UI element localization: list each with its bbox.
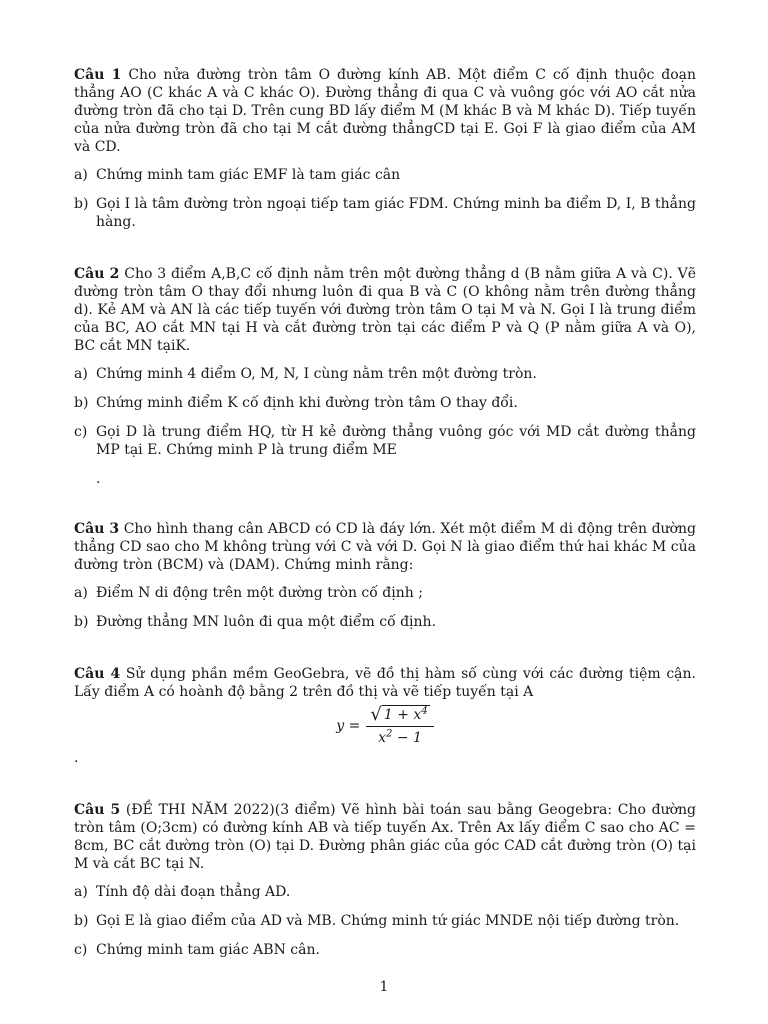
subquestion <box>74 941 696 959</box>
subquestion-text: Gọi I là tâm đường tròn ngoại tiếp tam giác FDM. Chứng minh ba điểm D, I, B thẳng hàng. <box>96 196 696 230</box>
problem-2 <box>74 265 696 488</box>
formula-numerator <box>366 705 433 727</box>
subquestion-text: Tính độ dài đoạn thẳng AD. <box>96 884 291 900</box>
problem-heading: Câu 3 <box>74 521 120 537</box>
radicand-text: 1 + x <box>383 707 422 723</box>
trailing-dot: . <box>74 750 79 766</box>
page-number: 1 <box>379 979 389 995</box>
problem-text: (ĐỀ THI NĂM 2022)(3 điểm) Vẽ hình bài toán sau bằng Geogebra: Cho đường tròn tâm (O;3cm) có đường kính AB và tiếp tuyến Ax. Trên Ax lấy điểm C sao cho AC = 8cm, BC cắt đường tròn (O) tại D. Đường phân giác của góc CAD cắt đường tròn (O) tại M và cắt BC tại N. <box>74 802 696 872</box>
subquestion <box>74 394 696 412</box>
radicand-exponent: 4 <box>421 705 428 717</box>
subquestion-label: a) <box>74 167 88 183</box>
problem-3 <box>74 520 696 631</box>
subquestion-text: Chứng minh tam giác EMF là tam giác cân <box>96 167 401 183</box>
subquestion-text: Điểm N di động trên một đường tròn cố định ; <box>96 585 423 601</box>
subquestion <box>74 423 696 459</box>
problem-5 <box>74 801 696 959</box>
denominator-base: x <box>378 730 387 746</box>
subquestion <box>74 613 696 631</box>
subquestion-list <box>74 166 696 231</box>
subquestion-label: c) <box>74 942 88 958</box>
subquestion-list <box>74 584 696 631</box>
problem-4 <box>74 665 696 767</box>
problem-heading: Câu 1 <box>74 67 122 83</box>
subquestion-text: Chứng minh 4 điểm O, M, N, I cùng nằm trên một đường tròn. <box>96 366 537 382</box>
problem-stem <box>74 801 696 873</box>
problem-text: Cho hình thang cân ABCD có CD là đáy lớn. Xét một điểm M di động trên đường thẳng CD sao cho M không trùng với C và với D. Gọi N là giao điểm thứ hai khác M của đường tròn (BCM) và (DAM). Chứng minh rằng: <box>74 521 696 573</box>
subquestion-label: a) <box>74 884 88 900</box>
subquestion <box>74 166 696 184</box>
problem-stem <box>74 265 696 355</box>
denominator-rest: − 1 <box>392 730 422 746</box>
formula-lhs: y = <box>336 718 361 734</box>
subquestion-text: Đường thẳng MN luôn đi qua một điểm cố định. <box>96 614 437 630</box>
subquestion-label: c) <box>74 424 88 440</box>
problem-stem <box>74 66 696 156</box>
subquestion-list <box>74 365 696 459</box>
subquestion-label: a) <box>74 366 88 382</box>
problem-heading: Câu 4 <box>74 666 121 682</box>
problem-stem <box>74 520 696 574</box>
problem-heading: Câu 2 <box>74 266 120 282</box>
function-formula <box>74 705 696 747</box>
subquestion-label: b) <box>74 614 89 630</box>
formula-radicand <box>382 705 430 724</box>
formula-fraction <box>366 705 433 747</box>
subquestion-list <box>74 883 696 959</box>
sqrt-icon: √ <box>370 704 382 725</box>
subquestion-label: b) <box>74 395 89 411</box>
problem-text: Cho 3 điểm A,B,C cố định nằm trên một đường thẳng d (B nằm giữa A và C). Vẽ đường tròn tâm O thay đổi nhưng luôn đi qua B và C (O không nằm trên đường thẳng d). Kẻ AM và AN là các tiếp tuyến với đường tròn tâm O tại M và N. Gọi I là trung điểm của BC, AO cắt MN tại H và cắt đường tròn tại các điểm P và Q (P nằm giữa A và O), BC cắt MN tạiK. <box>74 266 696 354</box>
problem-text: Sử dụng phần mềm GeoGebra, vẽ đồ thị hàm số cùng với các đường tiệm cận. Lấy điểm A có hoành độ bằng 2 trên đồ thị và vẽ tiếp tuyến tại A <box>74 666 696 700</box>
subquestion <box>74 365 696 383</box>
subquestion-text: Gọi D là trung điểm HQ, từ H kẻ đường thẳng vuông góc với MD cắt đường thẳng MP tại E. Chứng minh P là trung điểm ME <box>96 424 696 458</box>
problem-heading: Câu 5 <box>74 802 121 818</box>
subquestion-label: a) <box>74 585 88 601</box>
problem-text: Cho nửa đường tròn tâm O đường kính AB. Một điểm C cố định thuộc đoạn thẳng AO (C khác A và C khác O). Đường thẳng đi qua C và vuông góc với AO cắt nửa đường tròn đã cho tại D. Trên cung BD lấy điểm M (M khác B và M khác D). Tiếp tuyến của nửa đường tròn đã cho tại M cắt đường thẳngCD tại E. Gọi F là giao điểm của AM và CD. <box>74 67 696 155</box>
subquestion-text: Chứng minh tam giác ABN cân. <box>96 942 320 958</box>
formula-denominator <box>378 727 422 747</box>
subquestion <box>74 584 696 602</box>
subquestion-label: b) <box>74 913 89 929</box>
subquestion <box>74 195 696 231</box>
subquestion-text: Chứng minh điểm K cố định khi đường tròn tâm O thay đổi. <box>96 395 518 411</box>
trailing-dot: . <box>96 471 101 487</box>
subquestion <box>74 912 696 930</box>
problem-stem <box>74 665 696 701</box>
subquestion <box>74 883 696 901</box>
subquestion-label: b) <box>74 196 89 212</box>
denominator-exponent: 2 <box>386 728 393 740</box>
problem-1 <box>74 66 696 231</box>
subquestion-text: Gọi E là giao điểm của AD và MB. Chứng minh tứ giác MNDE nội tiếp đường tròn. <box>96 913 680 929</box>
